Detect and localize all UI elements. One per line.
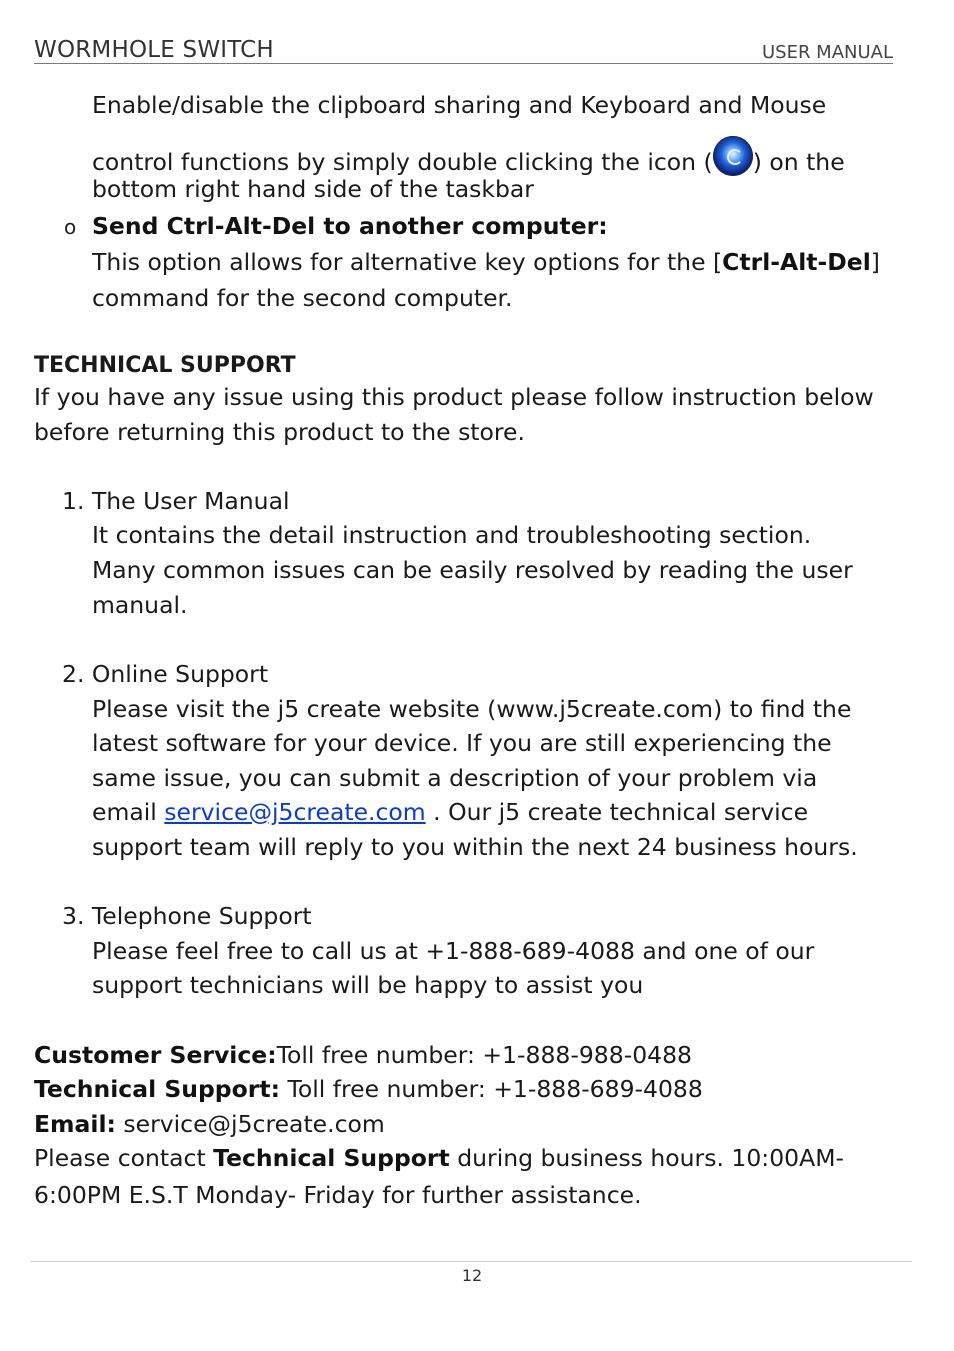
bullet-marker: o xyxy=(64,215,77,239)
customer-service-line xyxy=(34,1038,692,1073)
item-1-line-2: Many common issues can be easily resolved by reading the user xyxy=(92,556,853,584)
email-line xyxy=(34,1107,385,1142)
page-header xyxy=(34,36,893,64)
item-2-last-line: support team will reply to you within the next 24 business hours. xyxy=(92,833,858,861)
tech-support-heading: TECHNICAL SUPPORT xyxy=(34,353,296,378)
page-number: 12 xyxy=(461,1266,483,1285)
item-2-line-1: Please visit the j5 create website (www.j5create.com) to find the xyxy=(92,695,852,723)
intro-line-1: Enable/disable the clipboard sharing and Keyboard and Mouse xyxy=(92,91,827,119)
email-value: service@j5create.com xyxy=(115,1110,385,1138)
technical-support-value: Toll free number: +1-888-689-4088 xyxy=(279,1075,703,1103)
intro-line-2-pre: control functions by simply double clicking the icon ( xyxy=(92,148,713,176)
ctrl-alt-del-line-2: command for the second computer. xyxy=(92,284,513,312)
technical-support-label: Technical Support: xyxy=(34,1075,280,1103)
ctrl-alt-del-key: Ctrl-Alt-Del xyxy=(722,248,871,276)
ctrl-alt-del-title: Send Ctrl-Alt-Del to another computer: xyxy=(92,212,608,240)
email-line-post: . Our j5 create technical service xyxy=(425,798,809,826)
customer-service-value: Toll free number: +1-888-988-0488 xyxy=(276,1041,692,1069)
item-2-line-3: same issue, you can submit a description of your problem via xyxy=(92,764,818,792)
email-line-pre: email xyxy=(92,798,165,826)
hours-post: during business hours. 10:00AM- xyxy=(449,1144,844,1172)
technical-support-line xyxy=(34,1072,703,1107)
item-2-email-line xyxy=(92,795,808,830)
header-title: WORMHOLE SWITCH xyxy=(34,37,274,63)
item-1-line-1: It contains the detail instruction and troubleshooting section. xyxy=(92,521,812,549)
hours-line-1 xyxy=(34,1141,844,1176)
tech-support-intro-2: before returning this product to the store. xyxy=(34,418,525,446)
ctrl-alt-del-line-1-pre: This option allows for alternative key options for the [ xyxy=(92,248,723,276)
hours-line-2: 6:00PM E.S.T Monday- Friday for further assistance. xyxy=(34,1181,642,1209)
item-3-title: 3. Telephone Support xyxy=(62,902,312,930)
hours-bold: Technical Support xyxy=(213,1144,450,1172)
support-email-link[interactable]: service@j5create.com xyxy=(164,798,426,826)
ctrl-alt-del-line-1-post: ] xyxy=(870,248,880,276)
item-3-line-1: Please feel free to call us at +1-888-689-4088 and one of our xyxy=(92,937,815,965)
header-section: USER MANUAL xyxy=(761,42,893,63)
customer-service-label: Customer Service: xyxy=(34,1041,277,1069)
hours-pre: Please contact xyxy=(34,1144,214,1172)
wormhole-app-icon xyxy=(713,136,753,176)
item-1-title: 1. The User Manual xyxy=(62,487,290,515)
ctrl-alt-del-line-1 xyxy=(92,245,880,280)
intro-line-3: bottom right hand side of the taskbar xyxy=(92,175,534,203)
item-2-line-2: latest software for your device. If you are still experiencing the xyxy=(92,729,832,757)
tech-support-intro-1: If you have any issue using this product please follow instruction below xyxy=(34,383,874,411)
email-label: Email: xyxy=(34,1110,116,1138)
intro-line-2-post: ) on the xyxy=(752,148,845,176)
item-3-line-2: support technicians will be happy to assist you xyxy=(92,971,644,999)
item-1-line-3: manual. xyxy=(92,591,188,619)
footer-divider xyxy=(30,1261,912,1262)
item-2-title: 2. Online Support xyxy=(62,660,269,688)
